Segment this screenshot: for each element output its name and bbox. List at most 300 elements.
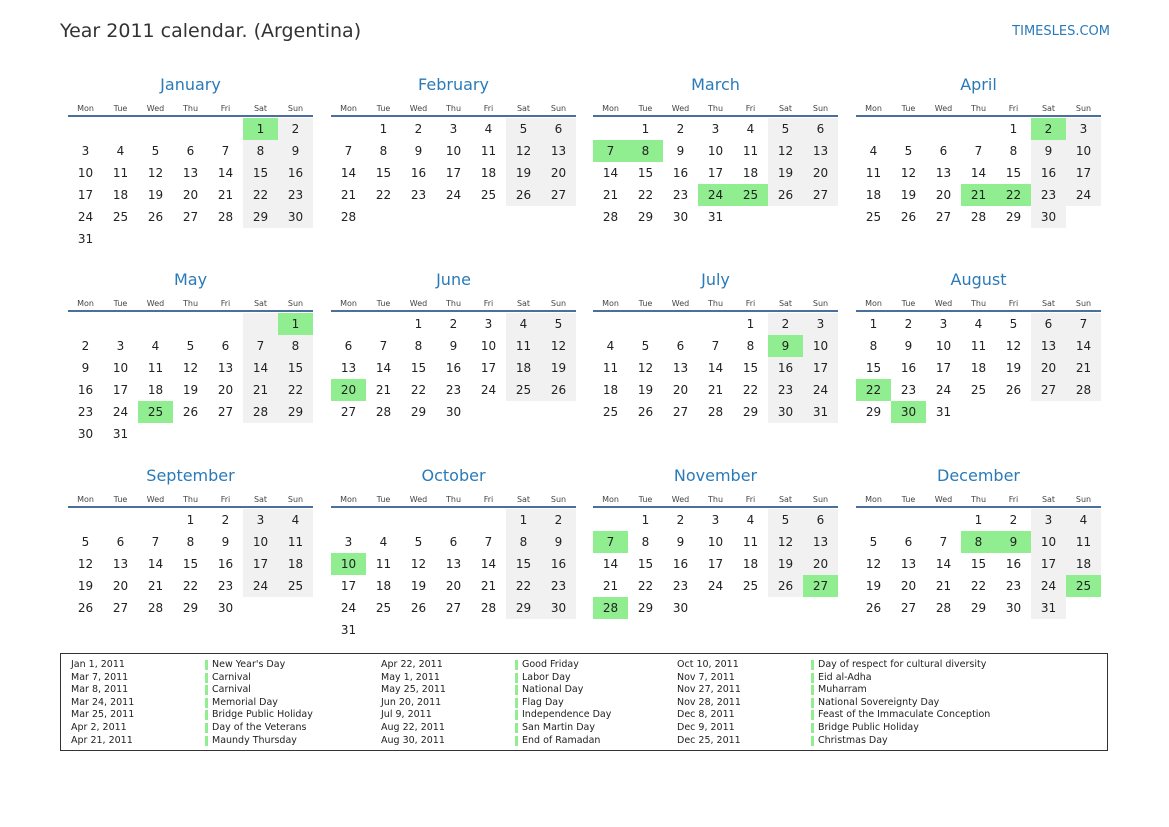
day-cell: 7 xyxy=(221,144,230,158)
day-cell: 26 xyxy=(147,210,164,224)
empty-cell xyxy=(331,118,366,140)
day-cell: 10 xyxy=(935,339,952,353)
day-cell: 12 xyxy=(506,140,541,162)
legend-row xyxy=(667,697,990,710)
day-cell: 3 xyxy=(81,144,90,158)
weekday-header xyxy=(68,487,313,508)
day-cell: 24 xyxy=(112,405,129,419)
empty-cell xyxy=(1066,206,1101,228)
day-cell: 25 xyxy=(375,601,392,615)
day-cell: 10 xyxy=(243,531,278,553)
day-cell: 22 xyxy=(637,188,654,202)
legend-row xyxy=(371,735,611,748)
empty-cell xyxy=(698,597,733,619)
month-july xyxy=(593,269,838,423)
month-name: August xyxy=(950,270,1007,289)
day-cell: 13 xyxy=(803,140,838,162)
day-cell: 11 xyxy=(742,535,759,549)
day-cell: 11 xyxy=(742,144,759,158)
day-cell: 4 xyxy=(484,122,493,136)
day-cell: 10 xyxy=(480,339,497,353)
holiday-date: Aug 22, 2011 xyxy=(381,721,445,733)
empty-cell xyxy=(366,619,401,641)
day-cell: 29 xyxy=(637,210,654,224)
weekday-label: Wed xyxy=(934,104,953,113)
weekday-label: Wed xyxy=(671,299,690,308)
day-cell: 29 xyxy=(865,405,882,419)
day-cell: 19 xyxy=(147,188,164,202)
day-cell: 3 xyxy=(1031,509,1066,531)
holiday-marker xyxy=(811,673,814,683)
day-cell: 5 xyxy=(414,535,423,549)
day-cell: 2 xyxy=(81,339,90,353)
weekday-label: Sun xyxy=(1075,104,1092,113)
day-cell: 19 xyxy=(865,579,882,593)
day-cell: 14 xyxy=(707,361,724,375)
day-cell: 8 xyxy=(506,531,541,553)
empty-cell xyxy=(173,228,208,250)
weekday-label: Sat xyxy=(253,104,268,113)
empty-cell xyxy=(208,228,243,250)
weekday-label: Wed xyxy=(671,104,690,113)
day-cell: 20 xyxy=(803,162,838,184)
day-cell: 5 xyxy=(768,118,803,140)
day-cell: 10 xyxy=(707,144,724,158)
month-june xyxy=(331,269,576,423)
weekday-header xyxy=(856,96,1101,117)
day-cell: 4 xyxy=(116,144,125,158)
day-cell: 12 xyxy=(182,361,199,375)
day-grid xyxy=(68,118,313,250)
day-cell: 27 xyxy=(217,405,234,419)
day-cell: 5 xyxy=(768,509,803,531)
empty-cell xyxy=(698,313,733,335)
weekday-label: Thu xyxy=(445,299,462,308)
day-cell: 19 xyxy=(541,357,576,379)
empty-cell xyxy=(663,313,698,335)
day-cell: 24 xyxy=(243,575,278,597)
day-cell: 30 xyxy=(891,401,926,423)
day-cell: 22 xyxy=(742,383,759,397)
day-cell: 7 xyxy=(974,144,983,158)
day-cell: 18 xyxy=(112,188,129,202)
holiday-date: May 25, 2011 xyxy=(381,684,446,696)
weekday-label: Fri xyxy=(745,299,756,308)
day-cell: 26 xyxy=(410,601,427,615)
day-cell: 13 xyxy=(935,166,952,180)
holiday-date: Mar 8, 2011 xyxy=(71,684,129,696)
day-grid xyxy=(856,313,1101,423)
weekday-label: Fri xyxy=(745,104,756,113)
legend-row xyxy=(371,709,611,722)
day-cell: 15 xyxy=(243,162,278,184)
empty-cell xyxy=(891,118,926,140)
day-cell: 5 xyxy=(869,535,878,549)
month-september xyxy=(68,465,313,619)
day-cell: 13 xyxy=(803,531,838,553)
day-cell: 28 xyxy=(217,210,234,224)
weekday-label: Thu xyxy=(707,104,724,113)
day-cell: 29 xyxy=(970,601,987,615)
day-cell: 3 xyxy=(484,317,493,331)
day-cell: 3 xyxy=(243,509,278,531)
day-cell: 25 xyxy=(1066,575,1101,597)
empty-cell xyxy=(471,509,506,531)
weekday-label: Tue xyxy=(638,104,653,113)
day-cell: 7 xyxy=(484,535,493,549)
day-cell: 14 xyxy=(147,557,164,571)
day-cell: 14 xyxy=(935,557,952,571)
day-cell: 3 xyxy=(711,513,720,527)
holiday-marker xyxy=(515,736,518,746)
day-cell: 16 xyxy=(768,357,803,379)
day-cell: 12 xyxy=(147,166,164,180)
day-cell: 1 xyxy=(379,122,388,136)
month-may xyxy=(68,269,313,445)
empty-cell xyxy=(593,509,628,531)
holiday-date: May 1, 2011 xyxy=(381,671,440,683)
day-cell: 16 xyxy=(672,166,689,180)
holiday-date: Jan 1, 2011 xyxy=(71,659,125,670)
empty-cell xyxy=(733,597,768,619)
day-cell: 27 xyxy=(672,405,689,419)
holiday-name: Feast of the Immaculate Conception xyxy=(818,709,991,721)
day-cell: 9 xyxy=(996,531,1031,553)
empty-cell xyxy=(68,313,103,335)
weekday-label: Thu xyxy=(707,299,724,308)
day-cell: 19 xyxy=(768,162,803,184)
weekday-label: Sun xyxy=(1075,495,1092,504)
day-cell: 3 xyxy=(449,122,458,136)
holiday-marker xyxy=(205,673,208,683)
day-cell: 11 xyxy=(865,166,882,180)
empty-cell xyxy=(68,509,103,531)
day-cell: 29 xyxy=(742,405,759,419)
day-cell: 22 xyxy=(375,188,392,202)
holiday-marker xyxy=(205,736,208,746)
day-cell: 26 xyxy=(541,379,576,401)
day-cell: 10 xyxy=(1066,140,1101,162)
day-cell: 26 xyxy=(768,575,803,597)
day-cell: 30 xyxy=(77,427,94,441)
day-cell: 20 xyxy=(445,579,462,593)
weekday-label: Mon xyxy=(602,495,619,504)
day-cell: 20 xyxy=(803,553,838,575)
day-cell: 5 xyxy=(904,144,913,158)
day-cell: 4 xyxy=(1066,509,1101,531)
weekday-label: Mon xyxy=(77,495,94,504)
empty-cell xyxy=(628,313,663,335)
day-cell: 14 xyxy=(602,557,619,571)
day-cell: 6 xyxy=(116,535,125,549)
day-cell: 11 xyxy=(375,557,392,571)
brand-link[interactable]: TIMESLES.COM xyxy=(1012,24,1110,39)
weekday-label: Fri xyxy=(220,299,231,308)
day-cell: 1 xyxy=(1009,122,1018,136)
day-cell: 2 xyxy=(414,122,423,136)
weekday-label: Sun xyxy=(812,495,829,504)
day-cell: 29 xyxy=(410,405,427,419)
day-cell: 8 xyxy=(628,140,663,162)
day-cell: 25 xyxy=(970,383,987,397)
weekday-label: Tue xyxy=(113,299,128,308)
legend-column xyxy=(61,659,313,747)
day-cell: 16 xyxy=(900,361,917,375)
empty-cell xyxy=(733,206,768,228)
day-cell: 22 xyxy=(506,575,541,597)
weekday-label: Mon xyxy=(865,104,882,113)
holiday-marker xyxy=(811,698,814,708)
empty-cell xyxy=(803,597,838,619)
day-cell: 1 xyxy=(746,317,755,331)
day-cell: 21 xyxy=(217,188,234,202)
day-cell: 16 xyxy=(278,162,313,184)
legend-row xyxy=(667,672,990,685)
day-cell: 12 xyxy=(1005,339,1022,353)
day-cell: 22 xyxy=(996,184,1031,206)
holiday-marker xyxy=(515,698,518,708)
legend-row xyxy=(667,722,990,735)
empty-cell xyxy=(1066,401,1101,423)
weekday-header xyxy=(331,96,576,117)
day-cell: 2 xyxy=(1031,118,1066,140)
empty-cell xyxy=(926,509,961,531)
day-cell: 9 xyxy=(278,140,313,162)
month-april xyxy=(856,74,1101,228)
holiday-date: Nov 28, 2011 xyxy=(677,696,741,708)
day-cell: 2 xyxy=(541,509,576,531)
weekday-label: Wed xyxy=(146,495,165,504)
day-cell: 17 xyxy=(112,383,129,397)
empty-cell xyxy=(278,228,313,250)
day-cell: 25 xyxy=(865,210,882,224)
holiday-name: San Martin Day xyxy=(522,721,595,733)
holiday-name: End of Ramadan xyxy=(522,734,601,746)
day-cell: 30 xyxy=(672,601,689,615)
month-name: October xyxy=(421,466,486,485)
empty-cell xyxy=(891,509,926,531)
day-grid xyxy=(856,118,1101,228)
day-cell: 18 xyxy=(970,361,987,375)
day-cell: 11 xyxy=(278,531,313,553)
day-cell: 15 xyxy=(375,166,392,180)
day-cell: 11 xyxy=(1066,531,1101,553)
day-cell: 14 xyxy=(480,557,497,571)
weekday-label: Sat xyxy=(253,299,268,308)
month-october xyxy=(331,465,576,641)
holiday-date: Nov 7, 2011 xyxy=(677,671,735,683)
month-november xyxy=(593,465,838,619)
day-cell: 28 xyxy=(970,210,987,224)
weekday-label: Thu xyxy=(182,104,199,113)
day-cell: 15 xyxy=(865,361,882,375)
day-cell: 26 xyxy=(900,210,917,224)
holiday-name: Maundy Thursday xyxy=(212,734,297,746)
empty-cell xyxy=(173,118,208,140)
weekday-label: Fri xyxy=(483,299,494,308)
empty-cell xyxy=(278,423,313,445)
day-cell: 16 xyxy=(217,557,234,571)
empty-cell xyxy=(103,228,138,250)
weekday-header xyxy=(331,291,576,312)
day-cell: 23 xyxy=(900,383,917,397)
day-cell: 28 xyxy=(243,401,278,423)
month-december xyxy=(856,465,1101,619)
day-cell: 29 xyxy=(182,601,199,615)
empty-cell xyxy=(1066,597,1101,619)
day-cell: 21 xyxy=(147,579,164,593)
day-cell: 9 xyxy=(676,535,685,549)
day-cell: 31 xyxy=(340,623,357,637)
day-cell: 25 xyxy=(138,401,173,423)
holiday-marker xyxy=(515,723,518,733)
weekday-label: Tue xyxy=(901,495,916,504)
day-cell: 3 xyxy=(116,339,125,353)
day-cell: 24 xyxy=(445,188,462,202)
day-cell: 27 xyxy=(112,601,129,615)
month-name: June xyxy=(436,270,471,289)
weekday-label: Sun xyxy=(812,104,829,113)
holiday-name: Day of respect for cultural diversity xyxy=(818,659,987,670)
legend-row xyxy=(371,697,611,710)
weekday-label: Mon xyxy=(77,104,94,113)
day-cell: 24 xyxy=(803,379,838,401)
weekday-label: Sat xyxy=(516,495,531,504)
day-grid xyxy=(593,118,838,228)
day-cell: 28 xyxy=(147,601,164,615)
legend-row xyxy=(371,659,611,672)
day-cell: 18 xyxy=(742,557,759,571)
weekday-label: Thu xyxy=(182,299,199,308)
weekday-label: Mon xyxy=(340,495,357,504)
empty-cell xyxy=(138,118,173,140)
day-cell: 3 xyxy=(939,317,948,331)
legend-row xyxy=(61,659,313,672)
day-cell: 28 xyxy=(935,601,952,615)
holiday-name: Memorial Day xyxy=(212,696,278,708)
day-cell: 16 xyxy=(1031,162,1066,184)
weekday-label: Sat xyxy=(516,299,531,308)
holiday-marker xyxy=(515,710,518,720)
day-cell: 13 xyxy=(900,557,917,571)
day-cell: 21 xyxy=(961,184,996,206)
day-cell: 25 xyxy=(480,188,497,202)
weekday-label: Tue xyxy=(376,299,391,308)
day-cell: 20 xyxy=(182,188,199,202)
day-cell: 20 xyxy=(217,383,234,397)
day-cell: 24 xyxy=(340,601,357,615)
holiday-date: Dec 8, 2011 xyxy=(677,709,735,721)
day-cell: 6 xyxy=(1031,313,1066,335)
weekday-label: Thu xyxy=(707,495,724,504)
weekday-label: Mon xyxy=(340,104,357,113)
day-cell: 8 xyxy=(1009,144,1018,158)
empty-cell xyxy=(436,509,471,531)
day-cell: 22 xyxy=(410,383,427,397)
day-cell: 3 xyxy=(803,313,838,335)
day-cell: 5 xyxy=(186,339,195,353)
holiday-name: Christmas Day xyxy=(818,734,888,746)
day-cell: 1 xyxy=(278,313,313,335)
day-cell: 15 xyxy=(637,557,654,571)
day-cell: 21 xyxy=(602,188,619,202)
day-cell: 6 xyxy=(803,118,838,140)
day-cell: 6 xyxy=(803,509,838,531)
day-cell: 17 xyxy=(77,188,94,202)
day-cell: 26 xyxy=(182,405,199,419)
day-cell: 2 xyxy=(676,122,685,136)
day-cell: 23 xyxy=(768,379,803,401)
day-cell: 27 xyxy=(445,601,462,615)
holiday-marker xyxy=(205,710,208,720)
empty-cell xyxy=(173,423,208,445)
weekday-label: Fri xyxy=(220,495,231,504)
day-grid xyxy=(856,509,1101,619)
holiday-marker xyxy=(811,723,814,733)
day-cell: 7 xyxy=(243,335,278,357)
legend-column xyxy=(667,659,990,747)
weekday-label: Wed xyxy=(934,495,953,504)
month-name: September xyxy=(146,466,235,485)
day-cell: 17 xyxy=(1031,553,1066,575)
day-cell: 19 xyxy=(77,579,94,593)
weekday-label: Tue xyxy=(638,299,653,308)
day-cell: 12 xyxy=(410,557,427,571)
day-cell: 8 xyxy=(869,339,878,353)
weekday-label: Mon xyxy=(602,104,619,113)
empty-cell xyxy=(401,206,436,228)
holiday-marker xyxy=(205,685,208,695)
legend-row xyxy=(61,735,313,748)
empty-cell xyxy=(1031,401,1066,423)
legend-row xyxy=(61,672,313,685)
day-cell: 18 xyxy=(602,383,619,397)
holiday-name: Day of the Veterans xyxy=(212,721,307,733)
day-cell: 17 xyxy=(707,166,724,180)
day-cell: 30 xyxy=(278,206,313,228)
day-cell: 15 xyxy=(506,553,541,575)
weekday-label: Thu xyxy=(182,495,199,504)
weekday-label: Wed xyxy=(409,104,428,113)
day-cell: 8 xyxy=(414,339,423,353)
day-cell: 2 xyxy=(1009,513,1018,527)
month-name: May xyxy=(173,270,208,289)
holiday-name: National Sovereignty Day xyxy=(818,696,940,708)
day-cell: 9 xyxy=(541,531,576,553)
day-cell: 9 xyxy=(1031,140,1066,162)
day-cell: 12 xyxy=(768,531,803,553)
day-cell: 18 xyxy=(865,188,882,202)
day-cell: 4 xyxy=(379,535,388,549)
day-cell: 6 xyxy=(904,535,913,549)
day-cell: 31 xyxy=(112,427,129,441)
day-cell: 17 xyxy=(243,553,278,575)
weekday-label: Wed xyxy=(934,299,953,308)
day-cell: 16 xyxy=(77,383,94,397)
day-cell: 15 xyxy=(410,361,427,375)
empty-cell xyxy=(138,313,173,335)
day-grid xyxy=(68,509,313,619)
day-cell: 11 xyxy=(602,361,619,375)
day-cell: 2 xyxy=(904,317,913,331)
day-cell: 23 xyxy=(672,579,689,593)
day-grid xyxy=(593,509,838,619)
holiday-date: Apr 2, 2011 xyxy=(71,721,127,733)
weekday-label: Fri xyxy=(1008,104,1019,113)
legend-row xyxy=(61,709,313,722)
weekday-label: Sat xyxy=(1041,495,1056,504)
day-cell: 7 xyxy=(939,535,948,549)
